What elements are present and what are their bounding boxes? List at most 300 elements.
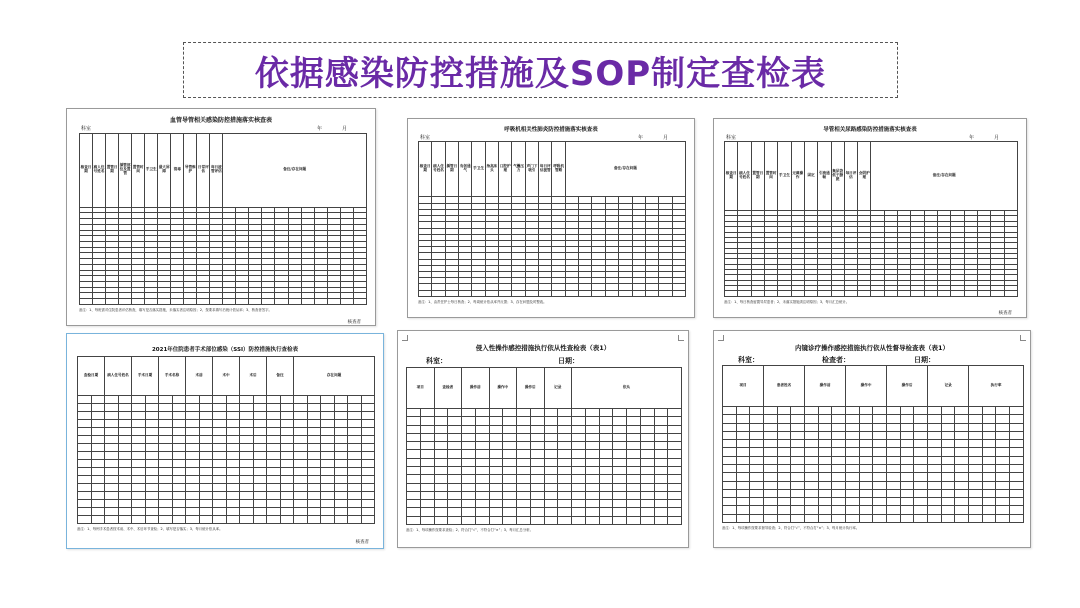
table-cell [267,444,281,452]
table-cell [159,468,173,476]
table-cell [213,452,227,460]
table-cell [348,460,362,468]
table-cell [1010,514,1024,522]
sheet-meta-date: 日期： [914,356,935,364]
table-header-cell: 导管维护 [184,134,197,208]
table-cell [764,291,777,297]
table-cell [1010,498,1024,506]
table-cell [489,516,503,524]
table-cell [791,415,805,423]
table-cell [407,409,421,417]
table-cell [579,290,592,296]
table-cell [928,514,942,522]
table-cell [887,506,901,514]
table-cell [996,498,1010,506]
table-cell [159,396,173,404]
table-cell [791,481,805,489]
table-cell [280,516,294,524]
table-cell [186,428,200,436]
table-cell [253,508,267,516]
table-cell [996,448,1010,456]
table-cell [632,290,645,296]
table-cell [736,440,750,448]
table-cell [118,436,132,444]
table-cell [267,500,281,508]
table-cell [78,516,92,524]
table-header-cell: 日常评估 [197,134,210,208]
table-cell [91,492,105,500]
table-cell [982,481,996,489]
table-cell [348,412,362,420]
table-cell [818,464,832,472]
table-cell [778,291,791,297]
table-cell [213,476,227,484]
table-cell [407,508,421,516]
table-cell [172,492,186,500]
table-cell [240,452,254,460]
table-cell [475,475,489,483]
table-cell [213,420,227,428]
table-cell [213,500,227,508]
table-cell [613,500,627,508]
table-cell [777,431,791,439]
table-header-cell: 核查日期 [80,134,93,208]
table-cell [805,431,819,439]
table-cell [530,466,544,474]
table-cell [914,464,928,472]
table-cell [544,500,558,508]
sheet-meta-date: 日期： [558,357,579,365]
table-cell [640,409,654,417]
table-cell [159,452,173,460]
table-cell [78,444,92,452]
table-cell [832,473,846,481]
table-cell [213,484,227,492]
table-cell [226,468,240,476]
table-cell [558,433,572,441]
table-cell [280,396,294,404]
table-cell [640,458,654,466]
table-cell [253,484,267,492]
table-cell [941,407,955,415]
slide-title: 依据感染防控措施及SOP制定查检表 [254,53,827,94]
table-cell [736,514,750,522]
table-cell [723,514,737,522]
table-cell [900,514,914,522]
table-cell [503,458,517,466]
table-cell [253,516,267,524]
table-cell [613,475,627,483]
table-row [78,500,375,508]
table-cell [832,481,846,489]
table-cell [226,460,240,468]
table-cell [668,516,682,524]
table-cell [900,456,914,464]
table-cell [253,428,267,436]
table-cell [873,481,887,489]
table-cell [585,417,599,425]
table-header-cell: 术后 [240,357,267,396]
table-cell [280,492,294,500]
table-cell [199,460,213,468]
table-cell [420,458,434,466]
table-cell [859,464,873,472]
table-cell [668,417,682,425]
table-cell [736,473,750,481]
table-row [419,290,686,296]
table-cell [118,428,132,436]
table-cell [846,498,860,506]
table-cell [750,481,764,489]
table-cell [599,491,613,499]
table-cell [321,476,335,484]
table-cell [955,456,969,464]
table-cell [517,433,531,441]
table-cell [321,396,335,404]
table-cell [736,481,750,489]
table-cell [544,425,558,433]
table-cell [969,448,983,456]
table-cell [420,417,434,425]
checklist-sheet-vap [407,118,695,318]
table-header-cell: 气囊压力 [512,142,525,197]
table-cell [434,500,448,508]
table-cell [91,444,105,452]
table-cell [928,440,942,448]
table-cell [294,492,308,500]
table-cell [558,450,572,458]
table-header-cell: 项目 [723,366,764,407]
table-cell [361,396,375,404]
checklist-sheet-invasive [397,330,689,548]
table-cell [791,456,805,464]
table-cell [572,450,586,458]
table-cell [199,492,213,500]
table-cell [791,431,805,439]
table-cell [253,460,267,468]
table-cell [78,460,92,468]
table-cell [118,500,132,508]
sheet-meta-month: 月 [994,135,1000,141]
table-cell [969,489,983,497]
table-cell [1010,431,1024,439]
table-cell [434,417,448,425]
table-cell [475,409,489,417]
table-cell [898,291,911,297]
table-cell [558,458,572,466]
table-header-cell: 集尿袋低于膀胱 [831,142,844,211]
slide-title-box [183,42,898,98]
table-cell [448,483,462,491]
table-cell [172,508,186,516]
table-cell [982,506,996,514]
table-cell [777,464,791,472]
table-row [407,433,682,441]
table-cell [172,436,186,444]
table-cell [572,458,586,466]
table-cell [210,299,223,305]
table-cell [668,500,682,508]
table-cell [340,299,353,305]
table-cell [928,464,942,472]
table-cell [668,450,682,458]
table-cell [434,516,448,524]
corner-mark [678,335,684,341]
table-header-cell: 操作前 [805,366,846,407]
table-cell [240,468,254,476]
table-cell [105,492,119,500]
table-row [407,491,682,499]
table-cell [475,483,489,491]
table-cell [334,412,348,420]
table-cell [764,498,778,506]
table-cell [846,481,860,489]
table-cell [805,440,819,448]
table-cell [750,489,764,497]
table-cell [361,420,375,428]
table-cell [240,420,254,428]
table-row [407,483,682,491]
table-cell [859,473,873,481]
table-cell [78,468,92,476]
table-cell [434,483,448,491]
table-row [78,516,375,524]
table-cell [723,431,737,439]
table-header-row [723,366,1024,407]
table-cell [941,489,955,497]
table-cell [777,456,791,464]
table-cell [503,491,517,499]
table-cell [475,491,489,499]
table-cell [764,473,778,481]
table-cell [307,420,321,428]
table-cell [307,444,321,452]
table-cell [503,483,517,491]
table-cell [420,425,434,433]
table-cell [267,436,281,444]
table-cell [1010,481,1024,489]
table-cell [294,460,308,468]
table-cell [489,500,503,508]
table-cell [199,516,213,524]
table-cell [236,299,249,305]
table-row [723,473,1024,481]
table-cell [640,442,654,450]
table-cell [764,431,778,439]
table-cell [941,498,955,506]
table-cell [253,420,267,428]
table-cell [736,407,750,415]
table-cell [159,444,173,452]
table-cell [964,291,977,297]
table-cell [434,491,448,499]
table-row [407,450,682,458]
table-cell [361,516,375,524]
table-cell [78,428,92,436]
table-cell [517,516,531,524]
table-cell [668,433,682,441]
table-cell [503,475,517,483]
table-cell [900,498,914,506]
table-cell [928,473,942,481]
table-cell [172,396,186,404]
table-header-cell: 手卫生 [778,142,791,211]
table-cell [873,489,887,497]
table-cell [361,428,375,436]
table-cell [172,484,186,492]
table-cell [475,425,489,433]
table-cell [503,500,517,508]
table-cell [517,442,531,450]
table-cell [572,483,586,491]
table-cell [434,466,448,474]
table-cell [91,428,105,436]
table-cell [859,506,873,514]
sheet-note: 备注：1、每例手术患者按术前、术中、术后环节查检；2、填写是否落实；3、每月统计依从率。 [77,527,223,531]
table-cell [307,396,321,404]
table-cell [530,475,544,483]
table-cell [736,415,750,423]
table-cell [253,404,267,412]
table-cell [887,431,901,439]
checklist-sheet-ssi [66,333,384,549]
table-cell [172,420,186,428]
table-cell [955,473,969,481]
table-row [407,417,682,425]
table-cell [777,415,791,423]
table-cell [334,444,348,452]
table-cell [955,415,969,423]
table-cell [871,291,884,297]
table-row [407,458,682,466]
table-cell [105,404,119,412]
table-cell [118,420,132,428]
table-cell [627,425,641,433]
table-cell [434,508,448,516]
table-cell [353,299,366,305]
table-cell [572,500,586,508]
table-cell [307,500,321,508]
table-cell [750,464,764,472]
table-cell [914,506,928,514]
table-cell [448,458,462,466]
table-cell [321,444,335,452]
table-cell [321,516,335,524]
table-cell [887,514,901,522]
table-cell [544,491,558,499]
table-cell [627,442,641,450]
table-cell [213,460,227,468]
table-cell [348,436,362,444]
table-cell [118,404,132,412]
table-cell [420,442,434,450]
checklist-table [724,141,1018,297]
table-cell [91,468,105,476]
checklist-sheet-cauti [713,118,1027,318]
table-cell [226,492,240,500]
table-cell [348,468,362,476]
table-header-cell: 每日拔管评估 [210,134,223,208]
table-cell [982,514,996,522]
table-cell [434,425,448,433]
table-cell [969,440,983,448]
table-cell [321,452,335,460]
table-cell [627,409,641,417]
corner-mark [402,335,408,341]
table-cell [668,491,682,499]
table-cell [654,425,668,433]
table-cell [78,476,92,484]
table-cell [832,498,846,506]
table-header-cell: 置管日期 [106,134,119,208]
table-cell [791,489,805,497]
table-header-cell: 抬高床头 [485,142,498,197]
table-cell [969,407,983,415]
table-cell [846,423,860,431]
table-cell [859,448,873,456]
table-cell [846,431,860,439]
table-row [78,436,375,444]
table-cell [996,415,1010,423]
table-cell [846,489,860,497]
table-cell [186,412,200,420]
table-cell [873,440,887,448]
table-row [407,516,682,524]
table-cell [226,444,240,452]
table-cell [503,516,517,524]
table-cell [118,468,132,476]
table-cell [91,476,105,484]
table-cell [407,450,421,458]
table-cell [105,508,119,516]
table-cell [668,425,682,433]
table-row [407,425,682,433]
table-cell [544,508,558,516]
table-cell [253,436,267,444]
table-cell [955,489,969,497]
table-cell [503,433,517,441]
table-cell [462,516,476,524]
table-cell [240,476,254,484]
table-cell [361,412,375,420]
table-cell [955,464,969,472]
table-cell [334,468,348,476]
table-cell [105,500,119,508]
table-cell [407,483,421,491]
table-cell [80,299,93,305]
table-cell [407,516,421,524]
table-header-cell: 有创通气 [459,142,472,197]
table-cell [750,448,764,456]
table-header-cell: 患者姓名 [764,366,805,407]
table-cell [159,428,173,436]
table-cell [777,473,791,481]
table-cell [654,466,668,474]
table-cell [334,428,348,436]
table-cell [118,476,132,484]
table-cell [462,508,476,516]
table-row [78,476,375,484]
table-cell [818,506,832,514]
table-cell [613,409,627,417]
table-cell [900,448,914,456]
table-row [78,420,375,428]
table-cell [530,491,544,499]
table-cell [294,396,308,404]
table-header-cell: 置管时间 [764,142,777,211]
table-cell [105,452,119,460]
table-cell [725,291,738,297]
